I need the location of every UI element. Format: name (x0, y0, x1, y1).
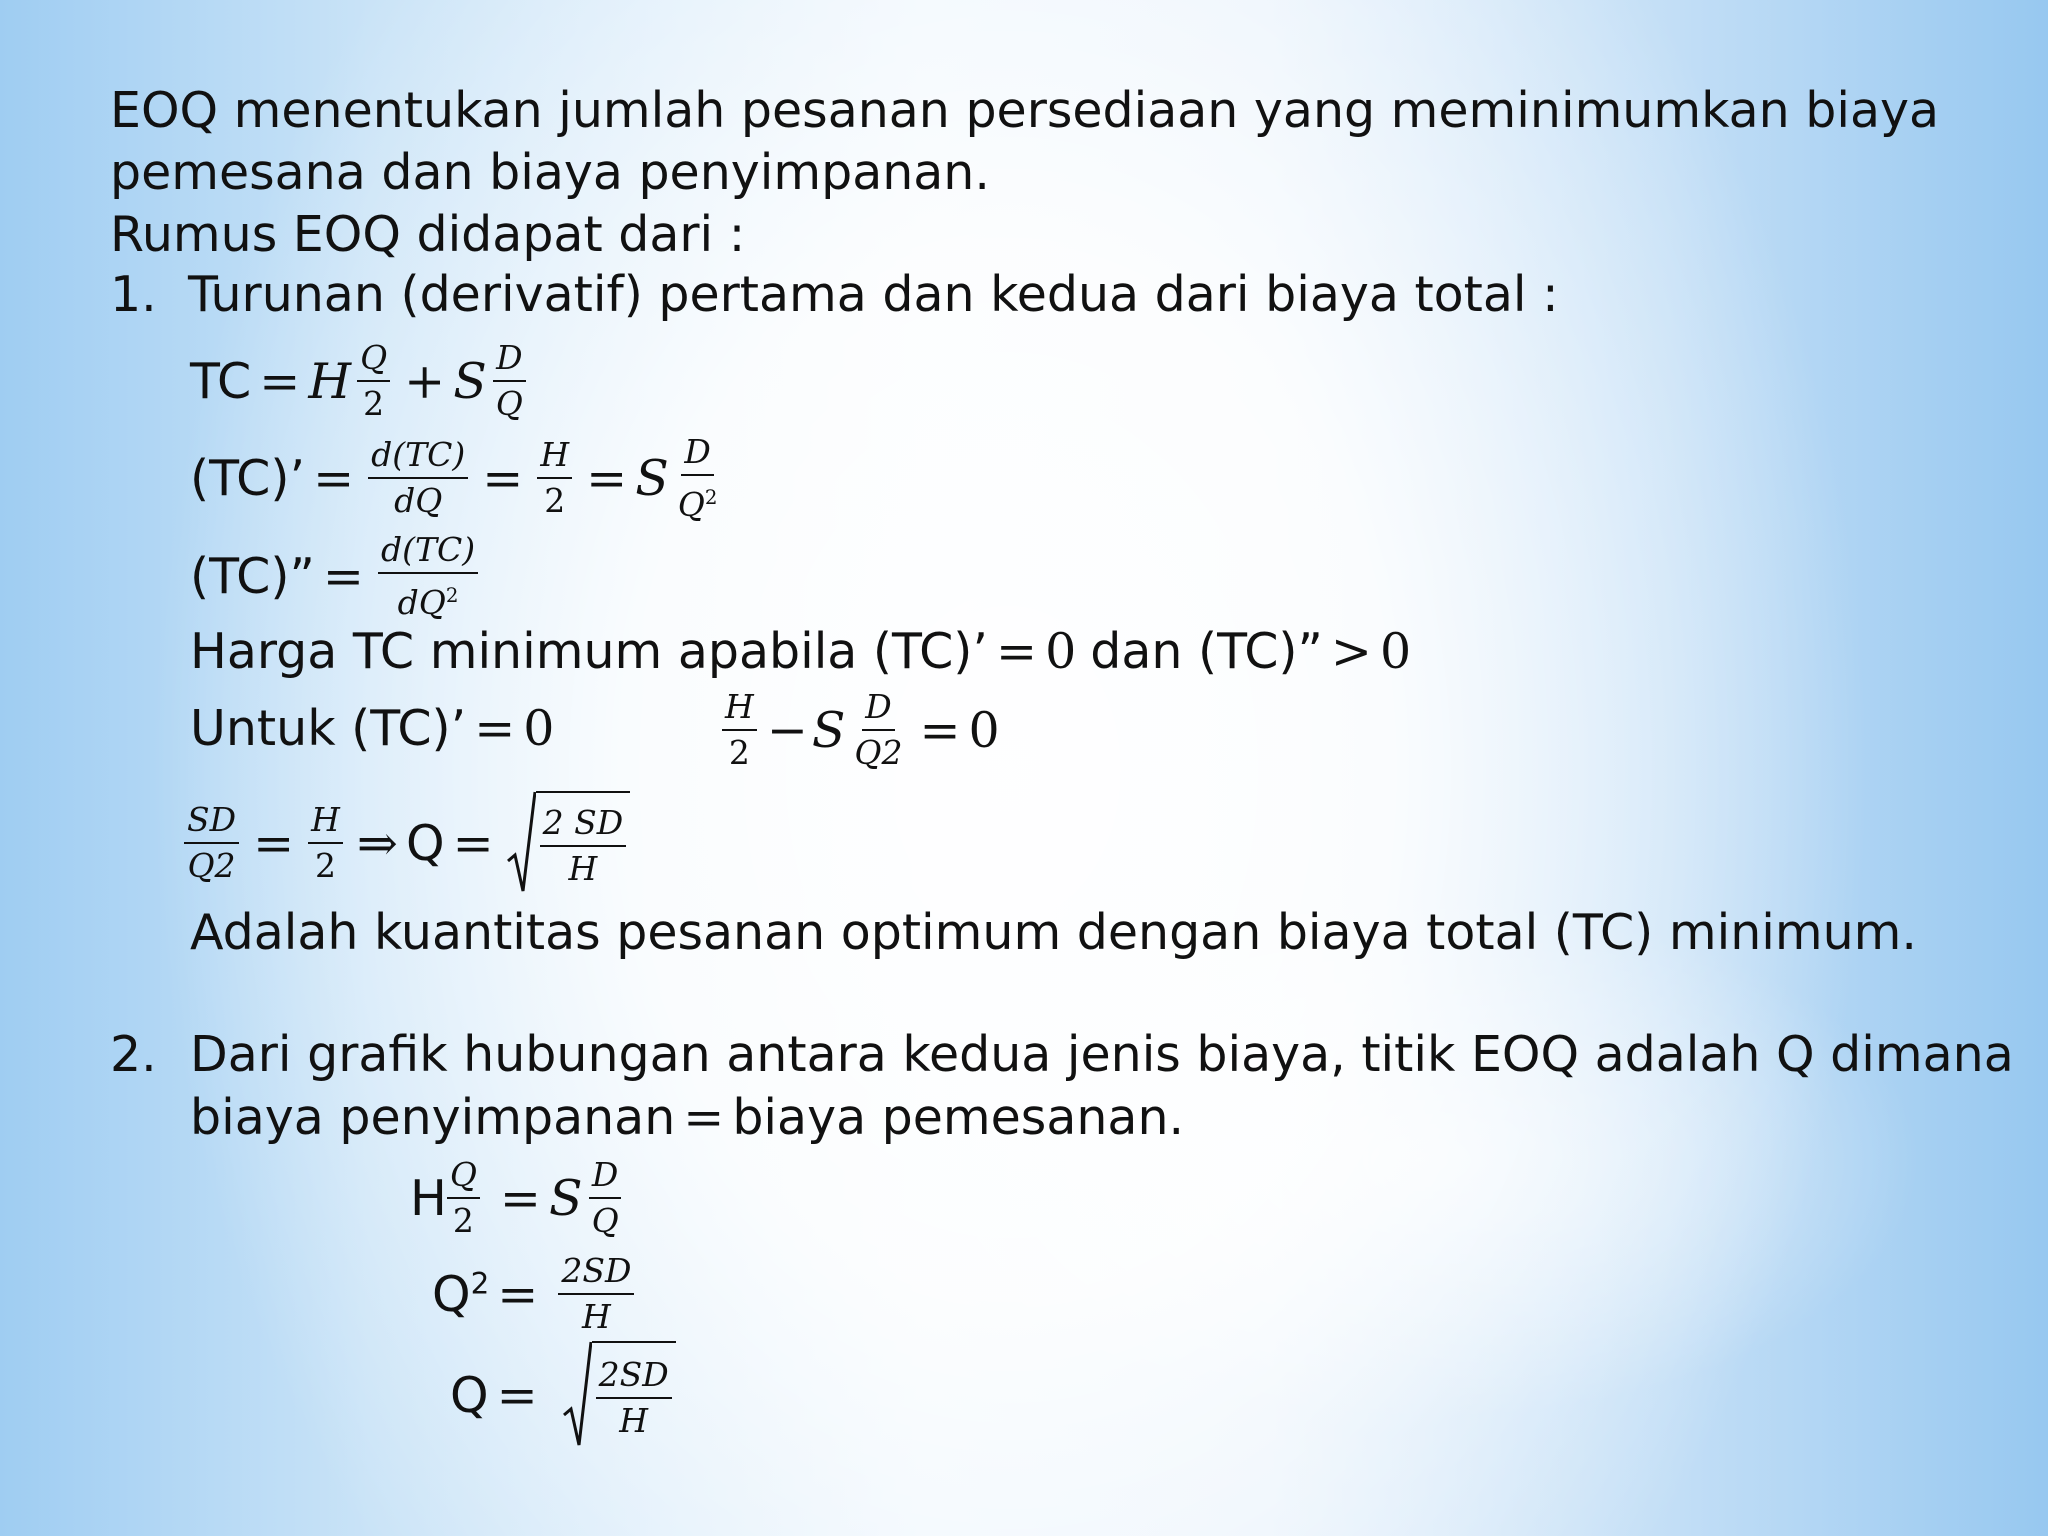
condition-text-1: Harga TC minimum apabila (TC)’ (190, 622, 988, 680)
radical-sign-icon (562, 1341, 592, 1449)
condition-text-2: dan (TC)” (1090, 622, 1323, 680)
condition-line: Harga TC minimum apabila (TC)’ = 0 dan (TC)” > 0 (190, 622, 1412, 680)
fraction-sd-over-q2: $\frac{SD}{Q2}$ (184, 800, 239, 886)
var-s: S (548, 1169, 583, 1227)
q-squared: $Q^2$ (432, 1265, 490, 1323)
var-h: H (410, 1169, 447, 1227)
equation-tc-first-derivative: (TC)’ = $\frac{d(TC)}{dQ}$ = $\frac{H}{2}$ = S $\frac{D}{Q^2}$ (190, 428, 726, 528)
conclusion-text: Adalah kuantitas pesanan optimum dengan biaya total (TC) minimum. (190, 904, 1917, 961)
var-q: Q (405, 814, 445, 872)
fraction-dtc-dq2: $\frac{d(TC)}{dQ^2}$ (378, 530, 478, 623)
var-s: S (635, 449, 669, 507)
var-q: Q (450, 1366, 489, 1424)
equation-tc: TC = H $\frac{Q}{2}$ + S $\frac{D}{Q}$ (190, 326, 532, 436)
equation-eoq-final: Q = $\frac{2SD}{H}$ (450, 1340, 676, 1450)
fraction-h-over-2: $\frac{H}{2}$ (722, 687, 757, 773)
fraction-dtc-dq: $\frac{d(TC)}{dQ}$ (368, 435, 468, 521)
item1-heading: Turunan (derivatif) pertama dan kedua dari biaya total : (188, 266, 1559, 323)
item2-line-2: biaya penyimpanan = biaya pemesanan. (190, 1088, 1185, 1146)
square-root (506, 791, 631, 895)
list-number-1: 1. (110, 266, 157, 323)
fraction-h-over-2: $\frac{H}{2}$ (537, 435, 572, 521)
fraction-q-over-2: $\frac{Q}{2}$ (447, 1155, 480, 1241)
fraction-d-over-q: $\frac{D}{Q}$ (589, 1155, 622, 1241)
untuk-text: Untuk (TC)’ (190, 699, 467, 757)
untuk-line: Untuk (TC)’ = 0 (190, 699, 555, 757)
equation-tc-second-derivative: (TC)” = $\frac{d(TC)}{dQ^2}$ (190, 526, 484, 626)
tc-label: TC (190, 352, 252, 410)
item2-line-2b: biaya pemesanan. (732, 1088, 1185, 1146)
var-h: H (308, 352, 352, 410)
fraction-2sd-over-h: $\frac{2SD}{H}$ (558, 1251, 634, 1337)
square-root (562, 1341, 676, 1449)
var-s: S (453, 352, 487, 410)
radical-sign-icon (506, 791, 536, 895)
var-s: S (811, 701, 846, 759)
equation-q-squared: $Q^2$ = $\frac{2SD}{H}$ (432, 1244, 640, 1344)
fraction-d-over-q2: $\frac{D}{Q^2}$ (677, 431, 718, 524)
zero-value: 0 (1379, 622, 1412, 680)
implies-arrow: ⇒ (356, 814, 398, 872)
zero-value: 0 (523, 699, 555, 757)
fraction-2sd-over-h: $\frac{2SD}{H}$ (596, 1355, 672, 1441)
fraction-2sd-over-h: $\frac{2 SD}{H}$ (540, 803, 627, 889)
zero-value: 0 (968, 701, 1000, 759)
fraction-d-over-q: $\frac{D}{Q}$ (493, 338, 526, 424)
fraction-h-over-2: $\frac{H}{2}$ (308, 800, 343, 886)
intro-line-2: pemesana dan biaya penyimpanan. (110, 144, 990, 201)
zero-value: 0 (1045, 622, 1077, 680)
equation-first-derivative-zero: $\frac{H}{2}$ − S $\frac{D}{Q2}$ = 0 (716, 680, 1000, 780)
tc1-label: (TC)’ (190, 449, 306, 507)
list-number-2: 2. (110, 1026, 157, 1083)
fraction-q-over-2: $\frac{Q}{2}$ (357, 338, 390, 424)
intro-line-3: Rumus EOQ didapat dari : (110, 206, 746, 263)
equation-q-solution: $\frac{SD}{Q2}$ = $\frac{H}{2}$ ⇒ Q = $\frac{2 SD}{H}$ (184, 788, 630, 898)
fraction-d-over-q2: $\frac{D}{Q2}$ (854, 687, 903, 772)
intro-line-1: EOQ menentukan jumlah pesanan persediaan yang meminimumkan biaya (110, 82, 1940, 139)
tc2-label: (TC)” (190, 547, 315, 605)
item2-line-2a: biaya penyimpanan (190, 1088, 676, 1146)
item2-line-1: Dari grafik hubungan antara kedua jenis biaya, titik EOQ adalah Q dimana (190, 1026, 2014, 1083)
equation-balance: H $\frac{Q}{2}$ = S $\frac{D}{Q}$ (410, 1148, 628, 1248)
